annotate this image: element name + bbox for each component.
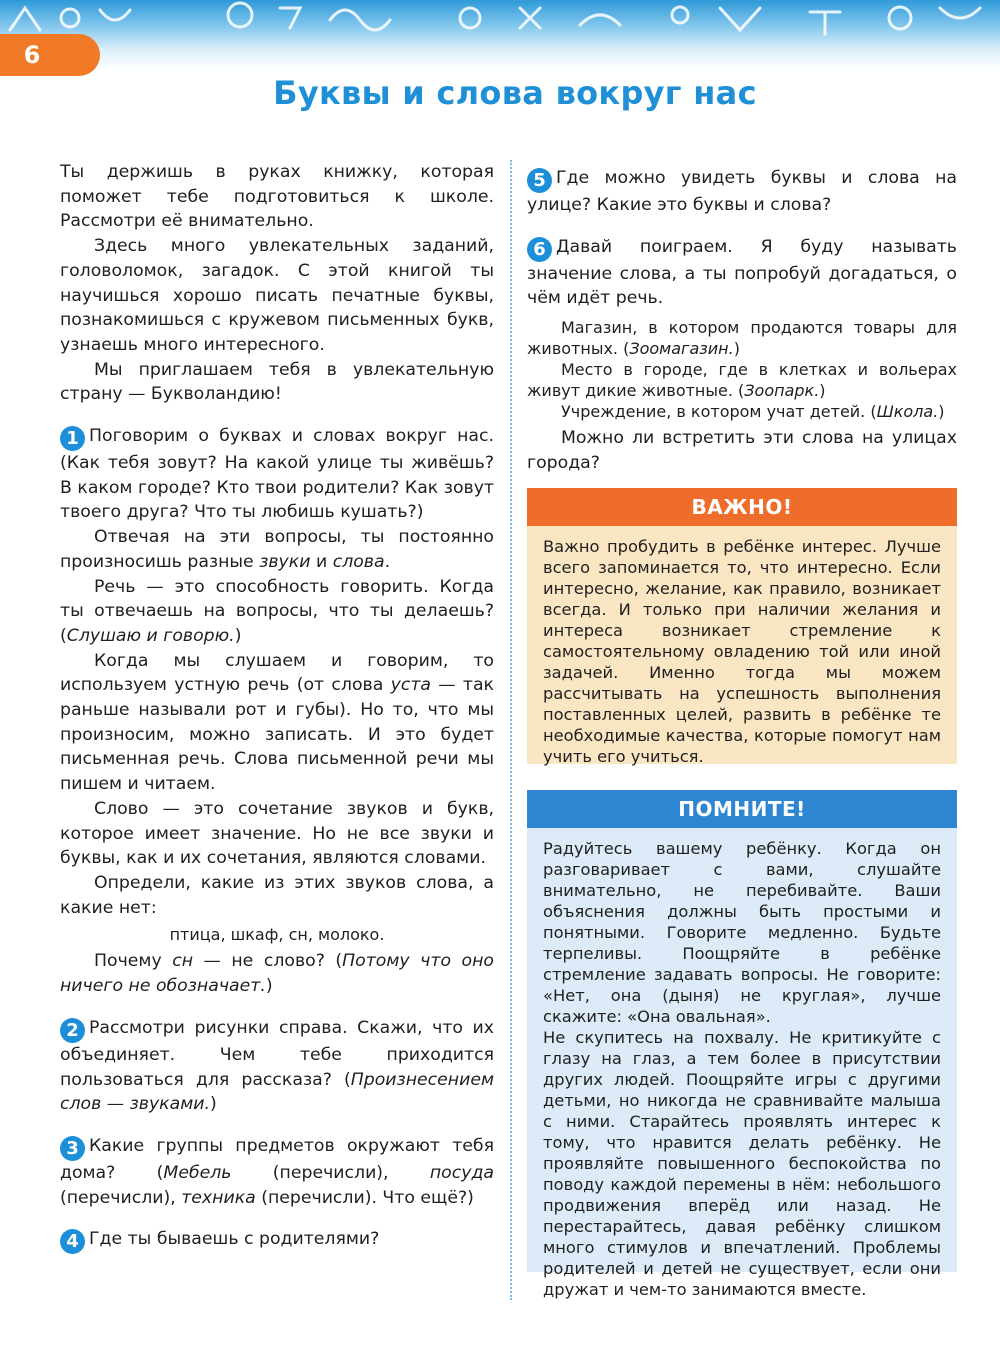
important-heading: ВАЖНО! xyxy=(527,488,957,526)
column-divider xyxy=(510,160,512,1300)
header-decoration xyxy=(0,0,1000,70)
remember-box xyxy=(527,790,957,1299)
italic-span: посуда xyxy=(429,1162,495,1183)
remember-heading: ПОМНИТЕ! xyxy=(527,790,957,828)
riddle-2 xyxy=(527,359,957,401)
text-span: ) xyxy=(733,339,740,359)
task-4 xyxy=(60,1227,494,1254)
italic-span: Зоомагазин. xyxy=(629,339,734,359)
answer-paragraph xyxy=(60,525,494,574)
task-6-text: Давай поиграем. Я буду называть значение слова, а ты попробуй догадаться, о чём идёт речь. xyxy=(527,236,957,309)
remember-text xyxy=(527,828,957,1312)
text-span: ) xyxy=(265,976,273,997)
italic-span: Слушаю и говорю. xyxy=(66,625,235,646)
text-span: . xyxy=(384,551,391,572)
task-5 xyxy=(527,166,957,218)
italic-span: сн xyxy=(172,951,194,972)
intro-paragraph-3: Мы приглашаем тебя в увлекательную страну — Букволандию! xyxy=(60,359,494,405)
task-number-badge: 3 xyxy=(60,1136,85,1161)
text-span: ) xyxy=(209,1094,217,1115)
text-span: (перечисли). Что ещё?) xyxy=(255,1187,474,1208)
text-span: ) xyxy=(938,402,945,422)
task-1-text: Поговорим о буквах и словах вокруг нас. (Как тебя зовут? На какой улице ты живёшь? В каком городе? Кто твои родители? Как зовут твоего друга? Что ты любишь кушать?) xyxy=(60,426,494,523)
remember-paragraph-2: Не скупитесь на похвалу. Не критикуйте с глазу на глаз, а тем более в присутствии других людей. Поощряйте игры с другими детьми, но никогда не сравнивайте малыша с ними. Старайтесь проявлять интерес к тому, что нравится делать ребёнку. Не проявляйте повышенного беспокойства по поводу каждой перемены в нём: небольшого продвижения вперёд или назад. Не перестарайтесь, давая ребёнку слишком много стимулов и впечатлений. Проблемы родителей и детей не существует, если они дружат и чем-то занимаются вместе. xyxy=(543,1028,941,1299)
text-span: Магазин, в котором продаются товары для животных. ( xyxy=(527,318,957,359)
task-number-badge: 6 xyxy=(527,237,552,262)
text-span: Какие группы предметов окружают тебя дома? ( xyxy=(60,1135,494,1183)
street-question: Можно ли встретить эти слова на улицах города? xyxy=(527,428,957,473)
word-definition-paragraph: Слово — это сочетание звуков и букв, которое имеет значение. Но не все звуки и буквы, как и их сочетания, являются словами. xyxy=(60,798,494,869)
italic-span: Потому что оно ничего не обозначает. xyxy=(60,951,494,997)
word-list: птица, шкаф, сн, молоко. xyxy=(169,925,385,945)
oral-speech-paragraph xyxy=(60,649,494,797)
right-column xyxy=(527,166,957,476)
task-2 xyxy=(60,1016,494,1117)
remember-paragraph-1: Радуйтесь вашему ребёнку. Когда он разговаривает с вами, слушайте внимательно, не перебивайте. Ваши объяснения должны быть простыми и понятными. Говорите медленно. Будьте терпеливы. Поощряйте в ребёнке стремление задавать вопросы. Не говорите: «Нет, она (дыня) не круглая», лучше скажите: «Она овальная». xyxy=(543,839,941,1026)
text-span: ) xyxy=(234,625,242,646)
task-5-text: Где можно увидеть буквы и слова на улице? Какие это буквы и слова? xyxy=(527,168,957,215)
text-span: (перечисли), xyxy=(60,1187,182,1208)
task-1 xyxy=(60,424,494,525)
text-span: — так раньше называли рот и губы). Но то, что мы произносим, можно записать. И это будет письменная речь. Слова письменной речи мы пишем и читаем. xyxy=(60,675,494,795)
text-span: Рассмотри рисунки справа. Скажи, что их объединяет. Чем тебе приходится пользоваться для рассказа? ( xyxy=(60,1017,494,1090)
italic-span: Произнесением слов — звуками. xyxy=(60,1069,494,1115)
define-paragraph: Определи, какие из этих звуков слова, а какие нет: xyxy=(60,872,494,918)
italic-span: уста xyxy=(390,675,431,696)
important-box xyxy=(527,488,957,764)
task-number-badge: 1 xyxy=(60,426,85,451)
intro-paragraph-2: Здесь много увлекательных заданий, головоломок, загадок. С этой книгой ты научишься хорошо писать печатные буквы, познакомишься с кружевом письменных букв, узнаешь много интересного. xyxy=(60,236,494,355)
speech-paragraph xyxy=(60,575,494,649)
left-column xyxy=(60,160,494,1254)
italic-span: техника xyxy=(181,1187,256,1208)
task-number-badge: 2 xyxy=(60,1018,85,1043)
doodle-pattern-icon xyxy=(0,0,1000,70)
text-span: Учреждение, в котором учат детей. ( xyxy=(561,402,877,422)
page-number: 6 xyxy=(23,41,41,69)
text-span: — не слово? ( xyxy=(193,951,343,972)
riddle-3 xyxy=(527,401,957,422)
task-4-text: Где ты бываешь с родителями? xyxy=(89,1229,380,1250)
riddle-1 xyxy=(527,317,957,359)
task-3 xyxy=(60,1134,494,1210)
task-number-badge: 4 xyxy=(60,1229,85,1254)
text-span: Место в городе, где в клетках и вольерах живут дикие животные. ( xyxy=(527,360,957,401)
text-span: ) xyxy=(819,381,826,401)
italic-span: звуки xyxy=(259,551,311,572)
text-span: Почему xyxy=(94,951,173,972)
task-6 xyxy=(527,235,957,311)
task-number-badge: 5 xyxy=(527,168,552,193)
text-span: Когда мы слушаем и говорим, то используем устную речь (от слова xyxy=(60,650,494,696)
page-number-tab xyxy=(0,34,100,76)
italic-span: слова xyxy=(332,551,385,572)
text-span: (перечисли), xyxy=(231,1162,430,1183)
why-paragraph xyxy=(60,949,494,998)
italic-span: Школа. xyxy=(876,402,939,422)
text-span: Отвечая на эти вопросы, ты постоянно произносишь разные xyxy=(60,527,494,572)
intro-paragraph-1: Ты держишь в руках книжку, которая поможет тебе подготовиться к школе. Рассмотри её внимательно. xyxy=(60,162,494,232)
text-span: и xyxy=(310,551,333,572)
italic-span: Зоопарк. xyxy=(744,381,820,401)
important-text: Важно пробудить в ребёнке интерес. Лучше всего запоминается то, что интересно. Если интересно, желание, как правило, возникает всегда. И только при наличии желания и интереса возникает стремление к самостоятельному овладению той или иной задачей. Именно тогда мы можем рассчитывать на успешность выполнения поставленных целей, развить в ребёнке те необходимые качества, которые помогут нам учить его учиться. xyxy=(543,537,941,766)
page-title: Буквы и слова вокруг нас xyxy=(273,74,757,112)
text-span: Речь — это способность говорить. Когда ты отвечаешь на вопросы, что ты делаешь? ( xyxy=(60,576,494,646)
italic-span: Мебель xyxy=(163,1162,232,1183)
